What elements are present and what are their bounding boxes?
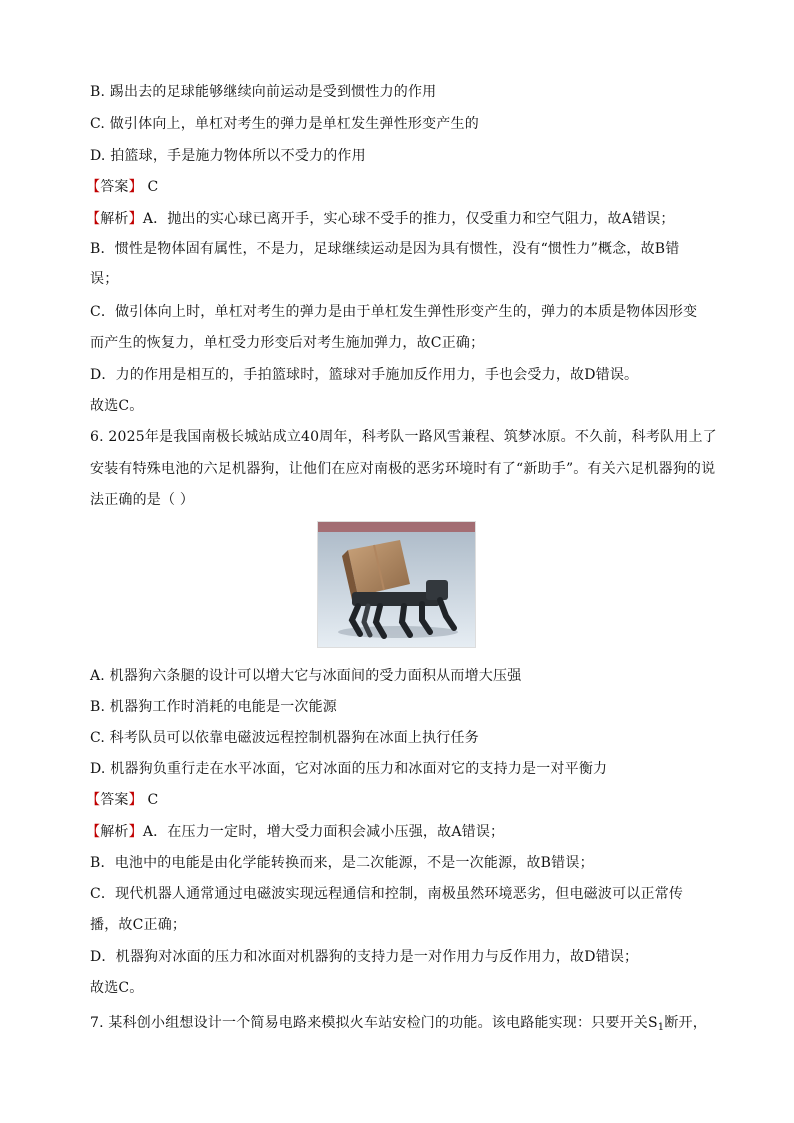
q6-option-d: D. 机器狗负重行走在水平冰面，它对冰面的压力和冰面对它的支持力是一对平衡力 — [90, 761, 608, 777]
q6-option-b: B. 机器狗工作时消耗的电能是一次能源 — [90, 699, 337, 715]
q5-option-c: C. 做引体向上，单杠对考生的弹力是单杠发生弹性形变产生的 — [90, 116, 479, 132]
q6-option-a: A. 机器狗六条腿的设计可以增大它与冰面间的受力面积从而增大压强 — [90, 668, 522, 684]
switch-subscript: 1 — [657, 1022, 665, 1033]
answer-value: C — [142, 792, 159, 808]
q6-analysis-a: 【解析】A．在压力一定时，增大受力面积会减小压强，故A错误； — [86, 824, 505, 840]
q5-conclusion: 故选C。 — [90, 398, 144, 414]
q5-analysis-c: C．做引体向上时，单杠对考生的弹力是由于单杠发生弹性形变产生的，弹力的本质是物体因形变 — [90, 304, 698, 320]
q5-analysis-a: 【解析】A．抛出的实心球已离开手，实心球不受手的推力，仅受重力和空气阻力，故A错误； — [86, 211, 675, 227]
robot-dog-image — [318, 522, 476, 648]
q6-analysis-c-cont: 播，故C正确； — [90, 917, 187, 933]
q5-option-d: D. 拍篮球，手是施力物体所以不受力的作用 — [90, 148, 366, 164]
q5-analysis-c-cont: 而产生的恢复力，单杠受力形变后对考生施加弹力，故C正确； — [90, 335, 485, 351]
q6-stem-line3: 法正确的是（ ） — [90, 492, 195, 508]
q5-answer: 【答案】 C — [86, 179, 159, 195]
q6-option-c: C. 科考队员可以依靠电磁波远程控制机器狗在冰面上执行任务 — [90, 730, 479, 746]
q6-stem-line2: 安装有特殊电池的六足机器狗，让他们在应对南极的恶劣环境时有了“新助手”。有关六足机器狗的说 — [90, 461, 716, 477]
answer-label: 答案 — [100, 792, 129, 808]
q6-analysis-d: D．机器狗对冰面的压力和冰面对机器狗的支持力是一对作用力与反作用力，故D错误； — [90, 949, 639, 965]
q5-analysis-b-cont: 误； — [90, 271, 119, 287]
analysis-text: A．在压力一定时，增大受力面积会减小压强，故A错误； — [142, 824, 505, 840]
answer-label: 答案 — [100, 179, 129, 195]
answer-value: C — [142, 179, 159, 195]
analysis-label: 解析 — [100, 211, 129, 227]
analysis-text: A．抛出的实心球已离开手，实心球不受手的推力，仅受重力和空气阻力，故A错误； — [142, 211, 675, 227]
q6-analysis-b: B．电池中的电能是由化学能转换而来，是二次能源，不是一次能源，故B错误； — [90, 855, 594, 871]
q7-stem-text: 7. 某科创小组想设计一个简易电路来模拟火车站安检门的功能。该电路能实现：只要开关S — [90, 1015, 658, 1031]
q6-conclusion: 故选C。 — [90, 980, 144, 996]
q6-stem-line1: 6. 2025年是我国南极长城站成立40周年，科考队一路风雪兼程、筑梦冰原。不久前，科考队用上了 — [90, 429, 717, 445]
q5-analysis-d: D．力的作用是相互的，手拍篮球时，篮球对手施加反作用力，手也会受力，故D错误。 — [90, 367, 639, 383]
q5-option-b: B. 踢出去的足球能够继续向前运动是受到惯性力的作用 — [90, 84, 437, 100]
q5-analysis-b: B．惯性是物体固有属性，不是力，足球继续运动是因为具有惯性，没有“惯性力”概念，故B错 — [90, 241, 680, 257]
q7-stem-end: 断开， — [664, 1015, 707, 1031]
q6-answer: 【答案】 C — [86, 792, 159, 808]
q7-stem-line1 — [90, 1014, 707, 1037]
analysis-label: 解析 — [100, 824, 129, 840]
q6-analysis-c: C．现代机器人通常通过电磁波实现远程通信和控制，南极虽然环境恶劣，但电磁波可以正常传 — [90, 886, 684, 902]
robot-dog-photo — [317, 521, 476, 648]
